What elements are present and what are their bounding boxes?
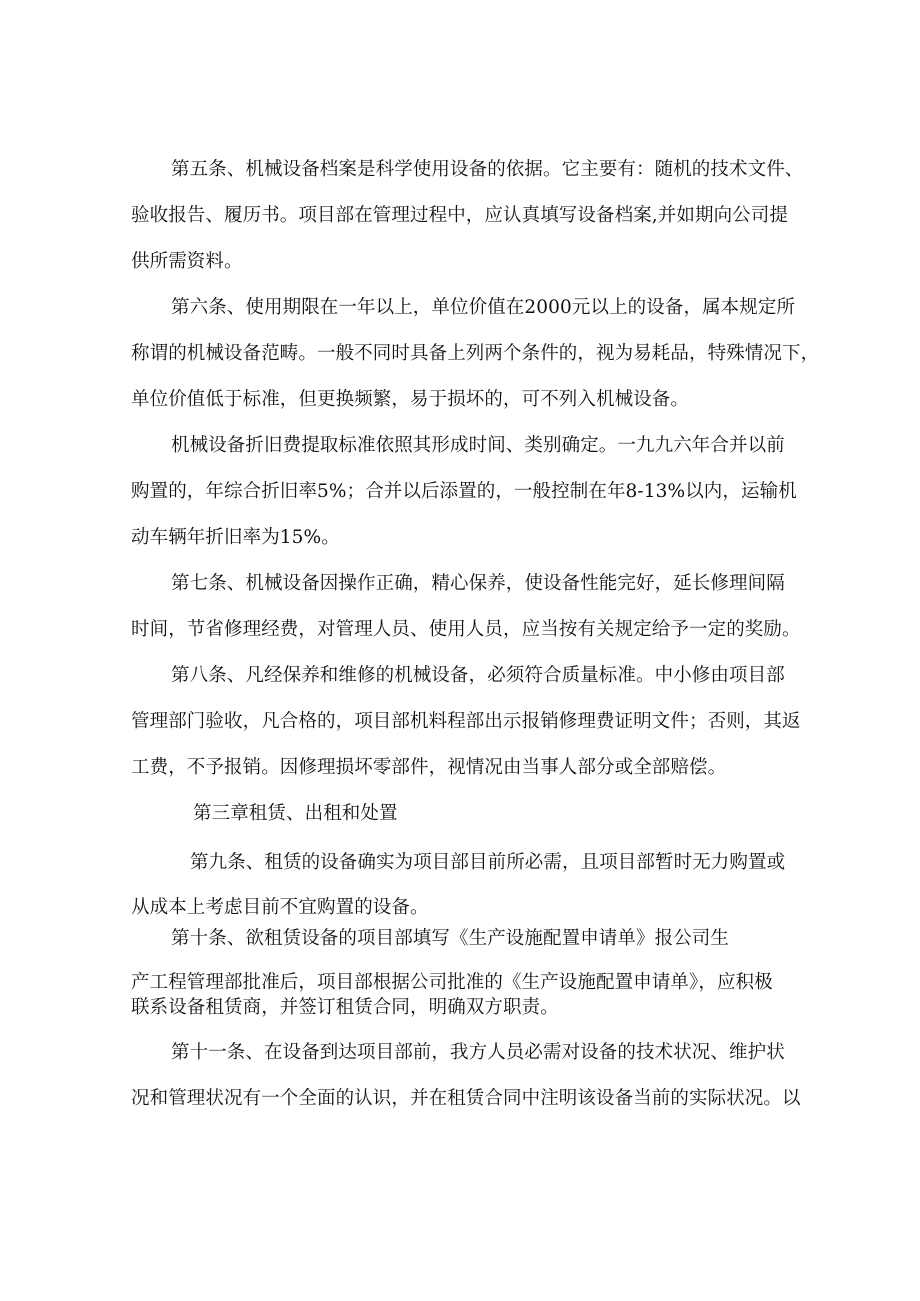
depreciation-line-1: 机械设备折旧费提取标准依照其形成时间、类别确定。一九九六年合并以前 <box>171 435 785 456</box>
chapter-3-heading: 第三章租赁、出租和处置 <box>193 803 398 824</box>
depreciation-line-2: 购置的，年综合折旧率5%；合并以后添置的，一般控制在年8-13%以内，运输机 <box>131 481 797 502</box>
article-11-line-2: 况和管理状况有一个全面的认识，并在租赁合同中注明该设备当前的实际状况。以 <box>131 1088 801 1109</box>
article-5-line-1: 第五条、机械设备档案是科学使用设备的依据。它主要有：随机的技术文件、 <box>171 159 804 180</box>
article-10-line-3: 联系设备租赁商，并签订租赁合同，明确双方职责。 <box>131 997 559 1018</box>
article-6-line-3: 单位价值低于标准，但更换频繁，易于损坏的，可不列入机械设备。 <box>131 389 690 410</box>
article-11-line-1: 第十一条、在设备到达项目部前，我方人员必需对设备的技术状况、维护状 <box>171 1042 785 1063</box>
article-6-line-1: 第六条、使用期限在一年以上，单位价值在2000元以上的设备，属本规定所 <box>171 297 796 318</box>
article-10-line-1: 第十条、欲租赁设备的项目部填写《生产设施配置申请单》报公司生 <box>171 928 730 949</box>
article-8-line-1: 第八条、凡经保养和维修的机械设备，必须符合质量标准。中小修由项目部 <box>171 665 785 686</box>
article-5-line-2: 验收报告、履历书。项目部在管理过程中，应认真填写设备档案,并如期向公司提 <box>131 205 788 226</box>
article-9-line-2: 从成本上考虑目前不宜购置的设备。 <box>131 897 429 918</box>
article-8-line-2: 管理部门验收，凡合格的，项目部机料程部出示报销修理费证明文件；否则，其返 <box>131 711 801 732</box>
article-8-line-3: 工费，不予报销。因修理损坏零部件，视情况由当事人部分或全部赔偿。 <box>131 757 727 778</box>
depreciation-line-3: 动车辆年折旧率为15%。 <box>131 527 340 548</box>
article-9-line-1: 第九条、租赁的设备确实为项目部目前所必需，且项目部暂时无力购置或 <box>190 852 786 873</box>
article-5-line-3: 供所需资料。 <box>131 251 243 272</box>
article-6-line-2: 称谓的机械设备范畴。一般不同时具备上列两个条件的，视为易耗品，特殊情况下， <box>131 343 820 364</box>
article-7-line-2: 时间，节省修理经费，对管理人员、使用人员，应当按有关规定给予一定的奖励。 <box>131 619 801 640</box>
article-10-line-2: 产工程管理部批准后，项目部根据公司批准的《生产设施配置申请单》，应积极 <box>131 972 773 993</box>
article-7-line-1: 第七条、机械设备因操作正确，精心保养，使设备性能完好，延长修理间隔 <box>171 573 785 594</box>
